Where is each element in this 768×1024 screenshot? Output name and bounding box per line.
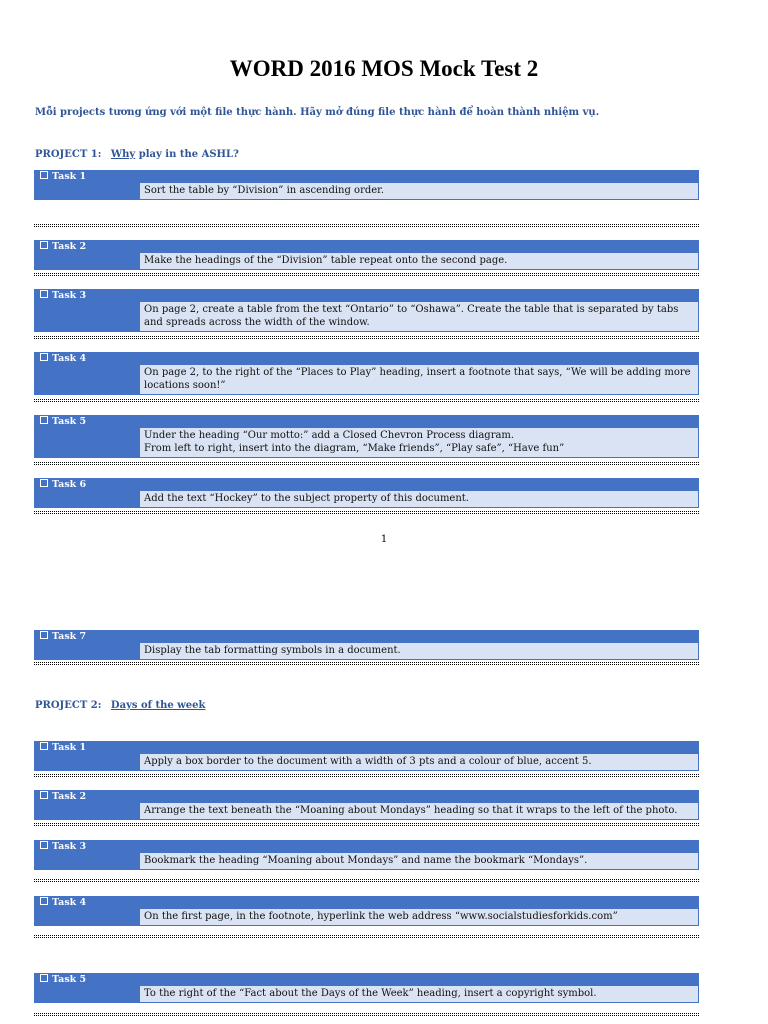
task-description: Apply a box border to the document with a width of 3 pts and a colour of blue, accent 5. [140,754,698,770]
project-2-label: PROJECT 2: [35,700,102,711]
task-description: Bookmark the heading “Moaning about Mondays” and name the bookmark “Mondays”. [140,853,698,869]
checkbox-icon[interactable] [40,353,48,361]
task-description: To the right of the “Fact about the Days of the Week” heading, insert a copyright symbol. [140,986,698,1002]
task-header: Task 3 [34,289,699,302]
project-1-heading [35,149,239,160]
task-header: Task 4 [34,896,699,909]
task-block [34,790,699,820]
task-header: Task 5 [34,973,699,986]
task-description: Under the heading “Our motto:” add a Closed Chevron Process diagram. From left to right, insert into the diagram, “Make friends”, “Play safe”, “Have fun” [140,428,698,457]
project-2-name-link[interactable]: Days of the week [110,700,206,711]
task-description: Sort the table by “Division” in ascending order. [140,183,698,199]
task-block [34,170,699,200]
task-description: Make the headings of the “Division” table repeat onto the second page. [140,253,698,269]
dotted-divider [34,511,699,514]
checkbox-icon[interactable] [40,897,48,905]
intro-text: Mỗi projects tương ứng với một file thực hành. Hãy mở đúng file thực hành để hoàn thành nhiệm vụ. [35,107,600,118]
page-number: 1 [380,534,388,545]
task-description: Arrange the text beneath the “Moaning about Mondays” heading so that it wraps to the left of the photo. [140,803,698,819]
task-block [34,630,699,660]
task-description: On page 2, create a table from the text “Ontario” to “Oshawa”. Create the table that is separated by tabs and spreads across the width of the window. [140,302,698,331]
dotted-divider [34,1013,699,1016]
dotted-divider [34,823,699,826]
project-1-name-link[interactable]: Why [110,149,136,160]
project-1-label: PROJECT 1: [35,149,102,160]
task-header: Task 7 [34,630,699,643]
task-block [34,289,699,332]
task-header: Task 1 [34,170,699,183]
dotted-divider [34,879,699,882]
project-2-heading [35,700,205,711]
dotted-divider [34,662,699,665]
checkbox-icon[interactable] [40,241,48,249]
task-block [34,478,699,508]
dotted-divider [34,273,699,276]
task-header: Task 5 [34,415,699,428]
dotted-divider [34,935,699,938]
task-block [34,741,699,771]
task-description: On page 2, to the right of the “Places to Play” heading, insert a footnote that says, “We will be adding more locations soon!” [140,365,698,394]
dotted-divider [34,336,699,339]
document-title: WORD 2016 MOS Mock Test 2 [229,56,539,81]
checkbox-icon[interactable] [40,841,48,849]
task-header: Task 1 [34,741,699,754]
task-block [34,240,699,270]
dotted-divider [34,224,699,227]
dotted-divider [34,462,699,465]
checkbox-icon[interactable] [40,742,48,750]
task-block [34,896,699,926]
dotted-divider [34,774,699,777]
project-1-name-rest: play in the ASHL? [138,149,239,160]
checkbox-icon[interactable] [40,416,48,424]
task-block [34,352,699,395]
task-description: Display the tab formatting symbols in a document. [140,643,698,659]
task-header: Task 6 [34,478,699,491]
task-header: Task 4 [34,352,699,365]
task-block [34,415,699,458]
task-block [34,840,699,870]
checkbox-icon[interactable] [40,631,48,639]
checkbox-icon[interactable] [40,479,48,487]
task-block [34,973,699,1003]
checkbox-icon[interactable] [40,290,48,298]
task-header: Task 2 [34,790,699,803]
task-header: Task 3 [34,840,699,853]
task-description: Add the text “Hockey” to the subject property of this document. [140,491,698,507]
task-description: On the first page, in the footnote, hyperlink the web address “www.socialstudiesforkids.com” [140,909,698,925]
checkbox-icon[interactable] [40,791,48,799]
checkbox-icon[interactable] [40,171,48,179]
checkbox-icon[interactable] [40,974,48,982]
task-header: Task 2 [34,240,699,253]
dotted-divider [34,399,699,402]
